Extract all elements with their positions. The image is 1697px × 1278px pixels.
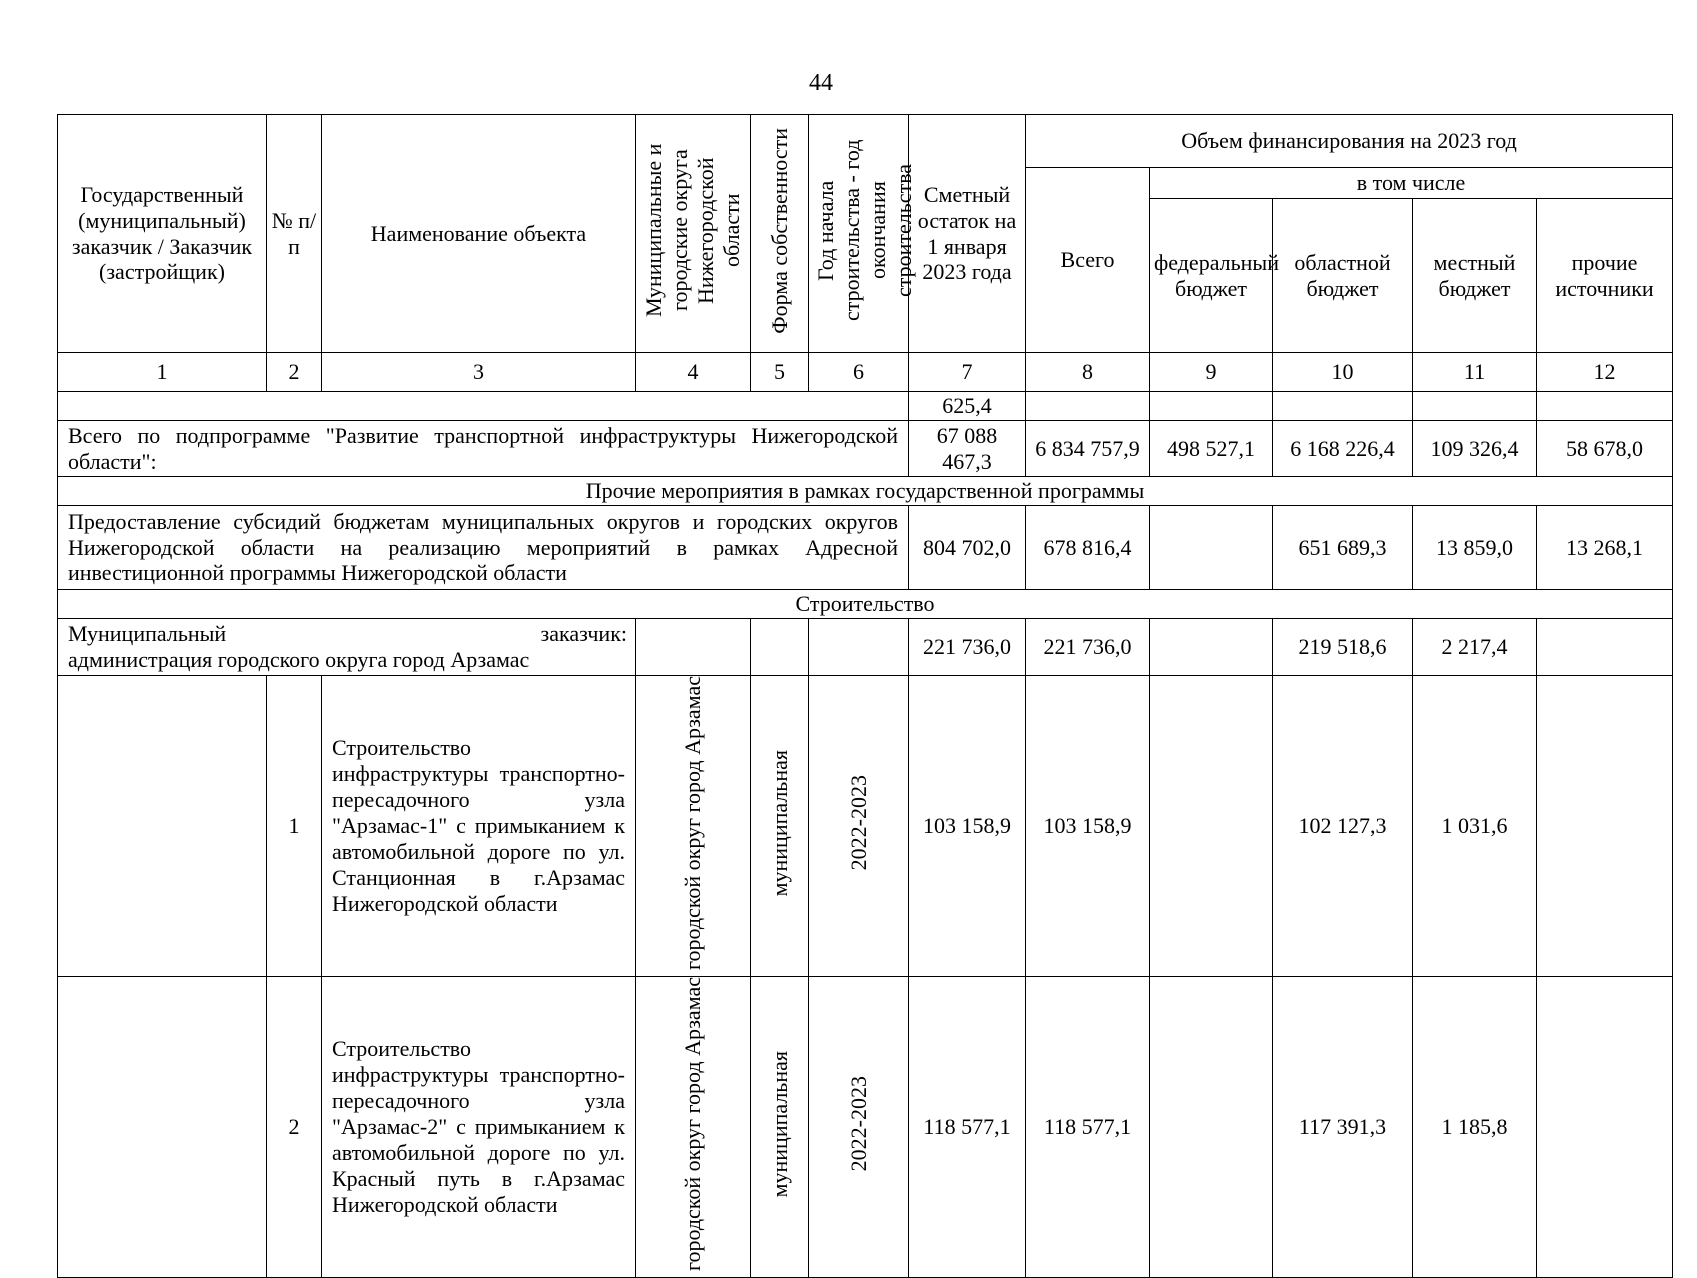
customer-label-line2: администрация городского округа город Арзамас xyxy=(68,647,530,672)
object-regional: 117 391,3 xyxy=(1273,976,1413,1277)
customer-arzamas-federal xyxy=(1150,619,1273,676)
section-other-row xyxy=(58,477,1673,506)
header-years-cell xyxy=(809,115,916,353)
header-row-1 xyxy=(58,115,1673,168)
object-other xyxy=(1537,676,1673,977)
object-district-cell xyxy=(636,976,751,1277)
subprogram-total-federal: 498 527,1 xyxy=(1150,421,1273,477)
header-ownership-cell xyxy=(751,115,809,353)
object-years: 2022-2023 xyxy=(845,1076,871,1172)
column-number: 1 xyxy=(58,353,267,392)
object-ownership: муниципальная xyxy=(766,1050,792,1198)
column-number: 11 xyxy=(1413,353,1537,392)
header-financing: Объем финансирования на 2023 год xyxy=(1026,115,1673,168)
section-construction-title: Строительство xyxy=(58,590,1673,619)
object-name: Строительство инфраструктуры транспортно-пересадочного узла "Арзамас-1" с примыканием к автомобильной дороге по ул. Станционная в г.Арзамас Нижегородской области xyxy=(322,676,636,977)
subprogram-total-balance: 67 088 467,3 xyxy=(909,421,1026,477)
customer-arzamas-other xyxy=(1537,619,1673,676)
customer-arzamas-label xyxy=(58,619,636,676)
object-total: 103 158,9 xyxy=(1026,676,1150,977)
object-local: 1 031,6 xyxy=(1413,676,1537,977)
header-including: в том числе xyxy=(1150,168,1673,199)
column-number: 4 xyxy=(636,353,751,392)
object-federal xyxy=(1150,976,1273,1277)
object-other xyxy=(1537,976,1673,1277)
object-years-cell xyxy=(809,976,909,1277)
object-regional: 102 127,3 xyxy=(1273,676,1413,977)
header-years: Год начала строительства - год окончания строительства xyxy=(813,139,916,322)
object-district: городской округ город Арзамас xyxy=(680,676,706,971)
object-balance: 118 577,1 xyxy=(909,976,1026,1277)
header-other: прочие источники xyxy=(1537,199,1673,353)
column-number: 5 xyxy=(751,353,809,392)
carry-over-balance: 625,4 xyxy=(909,392,1026,421)
header-num: № п/п xyxy=(267,115,322,353)
header-customer: Государственный (муниципальный) заказчик / Заказчик (застройщик) xyxy=(58,115,267,353)
object-federal xyxy=(1150,676,1273,977)
header-object-name: Наименование объекта xyxy=(322,115,636,353)
header-districts-cell xyxy=(636,115,751,353)
subsidies-local: 13 859,0 xyxy=(1413,506,1537,590)
object-name: Строительство инфраструктуры транспортно-пересадочного узла "Арзамас-2" с примыканием к автомобильной дороге по ул. Красный путь в г.Арзамас Нижегородской области xyxy=(322,976,636,1277)
customer-arzamas-balance: 221 736,0 xyxy=(909,619,1026,676)
object-row xyxy=(58,976,1673,1277)
object-total: 118 577,1 xyxy=(1026,976,1150,1277)
header-federal: федеральный бюджет xyxy=(1150,199,1273,353)
object-local: 1 185,8 xyxy=(1413,976,1537,1277)
section-construction-row xyxy=(58,590,1673,619)
carry-over-row xyxy=(58,392,1673,421)
subsidies-regional: 651 689,3 xyxy=(1273,506,1413,590)
subsidies-label: Предоставление субсидий бюджетам муниципальных округов и городских округов Нижегородской области на реализацию мероприятий в рамках Адресной инвестиционной программы Нижегородской области xyxy=(58,506,909,590)
header-total: Всего xyxy=(1026,168,1150,353)
customer-arzamas-row xyxy=(58,619,1673,676)
subsidies-other: 13 268,1 xyxy=(1537,506,1673,590)
column-number: 9 xyxy=(1150,353,1273,392)
customer-arzamas-local: 2 217,4 xyxy=(1413,619,1537,676)
column-numbers-row xyxy=(58,353,1673,392)
object-num: 2 xyxy=(267,976,322,1277)
header-ownership: Форма собственности xyxy=(766,127,792,334)
section-other-title: Прочие мероприятия в рамках государственной программы xyxy=(58,477,1673,506)
financing-table xyxy=(57,114,1673,1278)
subprogram-total-row xyxy=(58,421,1673,477)
customer-arzamas-regional: 219 518,6 xyxy=(1273,619,1413,676)
subprogram-total-other: 58 678,0 xyxy=(1537,421,1673,477)
object-ownership: муниципальная xyxy=(766,749,792,897)
object-ownership-cell xyxy=(751,976,809,1277)
column-number: 2 xyxy=(267,353,322,392)
subsidies-federal xyxy=(1150,506,1273,590)
subprogram-total-regional: 6 168 226,4 xyxy=(1273,421,1413,477)
column-number: 12 xyxy=(1537,353,1673,392)
customer-label-left: Муниципальный xyxy=(68,621,227,647)
object-ownership-cell xyxy=(751,676,809,977)
column-number: 7 xyxy=(909,353,1026,392)
customer-arzamas-total: 221 736,0 xyxy=(1026,619,1150,676)
column-number: 6 xyxy=(809,353,909,392)
customer-label-right: заказчик: xyxy=(540,621,627,647)
object-district: городской округ город Арзамас xyxy=(680,976,706,1271)
page-number: 44 xyxy=(809,70,833,96)
header-regional: областной бюджет xyxy=(1273,199,1413,353)
object-years-cell xyxy=(809,676,909,977)
column-number: 3 xyxy=(322,353,636,392)
subsidies-row xyxy=(58,506,1673,590)
subprogram-total-label: Всего по подпрограмме "Развитие транспортной инфраструктуры Нижегородской области": xyxy=(58,421,909,477)
object-district-cell xyxy=(636,676,751,977)
subsidies-total: 678 816,4 xyxy=(1026,506,1150,590)
object-num: 1 xyxy=(267,676,322,977)
subsidies-balance: 804 702,0 xyxy=(909,506,1026,590)
header-balance: Сметный остаток на 1 января 2023 года xyxy=(909,115,1026,353)
header-districts: Муниципальные и городские округа Нижегородской области xyxy=(641,143,744,318)
object-row xyxy=(58,676,1673,977)
object-years: 2022-2023 xyxy=(845,775,871,871)
column-number: 10 xyxy=(1273,353,1413,392)
header-local: местный бюджет xyxy=(1413,199,1537,353)
column-number: 8 xyxy=(1026,353,1150,392)
object-balance: 103 158,9 xyxy=(909,676,1026,977)
subprogram-total-total: 6 834 757,9 xyxy=(1026,421,1150,477)
subprogram-total-local: 109 326,4 xyxy=(1413,421,1537,477)
